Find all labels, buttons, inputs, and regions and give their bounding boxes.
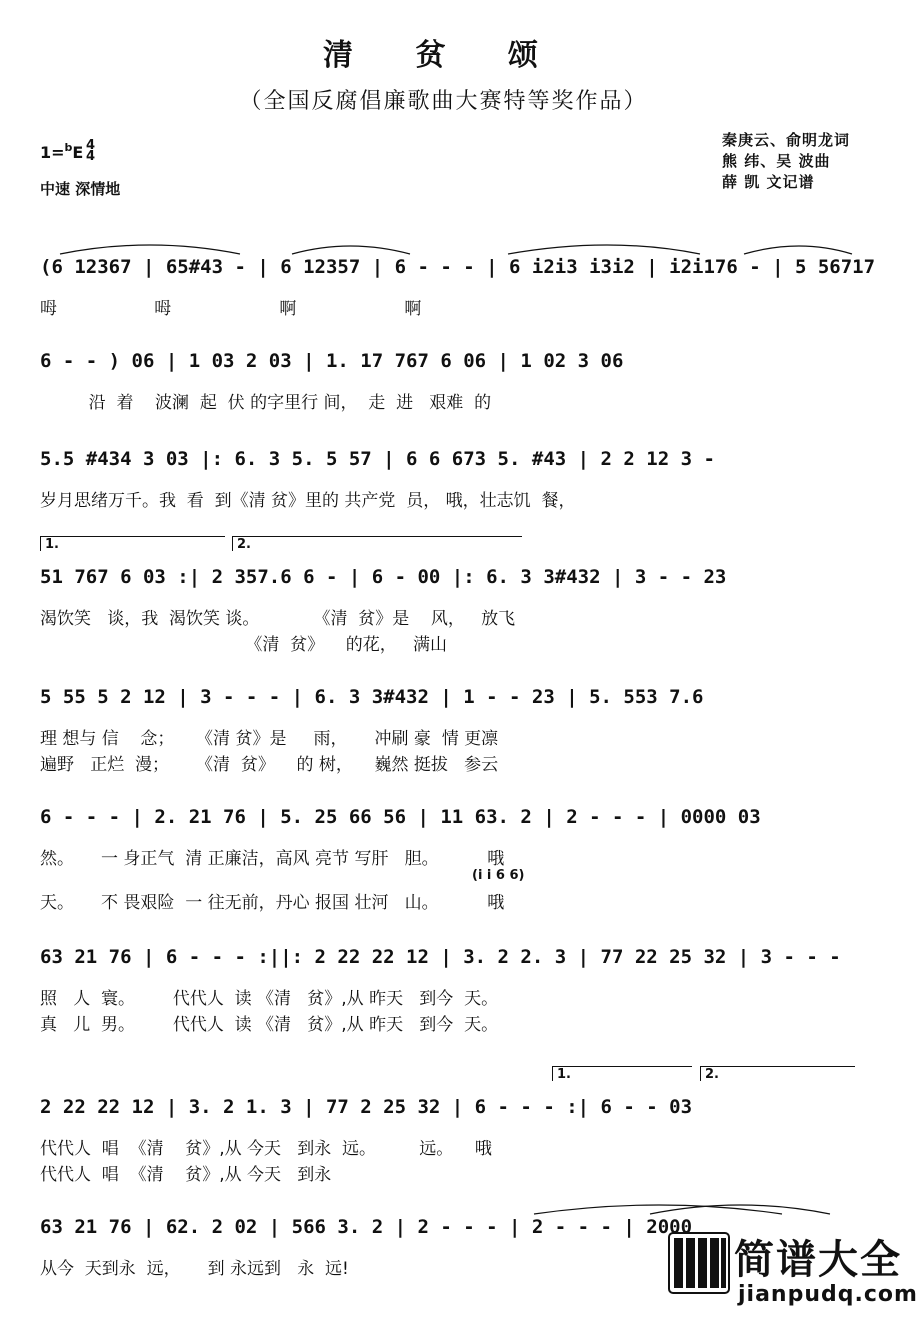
lyric-line-2: 真 儿 男。 代代人 读 《清 贫》,从 昨天 到今 天。 (40, 1015, 499, 1035)
volta-second-ending: 2. (700, 1066, 855, 1081)
meter-bottom: 4 (86, 149, 96, 164)
volta-second-ending: 2. (232, 536, 522, 551)
lyric-line-2: 遍野 正烂 漫； 《清 贫》 的 树， 巍然 挺拔 参云 (40, 755, 499, 775)
piano-keys-icon (668, 1232, 730, 1294)
key-note: E (72, 143, 84, 162)
song-subtitle: （全国反腐倡廉歌曲大赛特等奖作品） (239, 89, 648, 114)
song-title: 清 贫 颂 (323, 38, 564, 73)
lyric-line-1: 照 人 寰。 代代人 读 《清 贫》,从 昨天 到今 天。 (40, 989, 499, 1009)
ossia-notes: (i i 6 6) (472, 868, 525, 883)
notation-line: 63 21 76 | 62. 2 02 | 566 3. 2 | 2 - - - | 2 - - - | 2000 (40, 1216, 693, 1238)
lyric-line-1: 沿 着 波澜 起 伏 的字里行 间， 走 进 艰难 的 (40, 393, 492, 413)
notation-line: 5 55 5 2 12 | 3 - - - | 6. 3 3#432 | 1 - - 23 | 5. 553 7.6 (40, 686, 704, 708)
notation-line: (6 12367 | 65#43 - | 6 12357 | 6 - - - | 6 i2i3 i3i2 | i2i176 - | 5 56717 (40, 256, 876, 278)
credit-lyricist: 秦庚云、俞明龙词 (722, 131, 851, 149)
lyric-line-1: 代代人 唱 《清 贫》,从 今天 到永 远。 远。 哦 (40, 1139, 492, 1159)
notation-line: 5.5 #434 3 03 |: 6. 3 5. 5 57 | 6 6 673 5. #43 | 2 2 12 3 - (40, 448, 715, 470)
notation-line: 51 767 6 03 :| 2 357.6 6 - | 6 - 00 |: 6. 3 3#432 | 3 - - 23 (40, 566, 727, 588)
meter-top: 4 (86, 138, 96, 153)
tempo-marking: 中速 深情地 (40, 180, 121, 198)
lyric-line-2: 天。 不 畏艰险 一 往无前，丹心 报国 壮河 山。 哦 (40, 893, 505, 913)
key-prefix: 1= (40, 143, 65, 162)
lyric-line-1: 呣 呣 啊 啊 (40, 299, 422, 319)
lyric-line-2: 《清 贫》 的花， 满山 (40, 635, 447, 655)
notation-line: 6 - - ) 06 | 1 03 2 03 | 1. 17 767 6 06 | 1 02 3 06 (40, 350, 624, 372)
volta-first-ending: 1. (552, 1066, 692, 1081)
time-signature (86, 140, 95, 162)
credits (722, 130, 850, 193)
watermark-logo (668, 1226, 918, 1316)
lyric-line-2: 代代人 唱 《清 贫》,从 今天 到永 (40, 1165, 332, 1185)
key-signature (40, 143, 83, 162)
lyric-line-1: 渴饮笑 谈，我 渴饮笑 谈。 《清 贫》是 风， 放飞 (40, 609, 516, 629)
notation-line: 63 21 76 | 6 - - - :||: 2 22 22 12 | 3. 2 2. 3 | 77 22 25 32 | 3 - - - (40, 946, 841, 968)
notation-line: 6 - - - | 2. 21 76 | 5. 25 66 56 | 11 63. 2 | 2 - - - | 0000 03 (40, 806, 761, 828)
flat-sign: b (64, 141, 73, 154)
notation-line: 2 22 22 12 | 3. 2 1. 3 | 77 2 25 32 | 6 - - - :| 6 - - 03 (40, 1096, 693, 1118)
lyric-line-1: 理 想与 信 念； 《清 贫》是 雨， 冲刷 豪 情 更凛 (40, 729, 499, 749)
lyric-line-1: 然。 一 身正气 清 正廉洁，高风 亮节 写肝 胆。 哦 (40, 849, 505, 869)
credit-transcriber: 薛 凯 文记谱 (722, 173, 815, 191)
lyric-line-1: 从今 天到永 远， 到 永远到 永 远! (40, 1259, 349, 1279)
credit-composer: 熊 纬、吴 波曲 (722, 152, 831, 170)
logo-text: 简谱大全 (734, 1237, 902, 1283)
lyric-line-1: 岁月思绪万千。我 看 到《清 贫》里的 共产党 员， 哦，壮志饥 餐， (40, 491, 576, 511)
logo-url: jianpudq.com (738, 1282, 918, 1307)
volta-first-ending: 1. (40, 536, 225, 551)
